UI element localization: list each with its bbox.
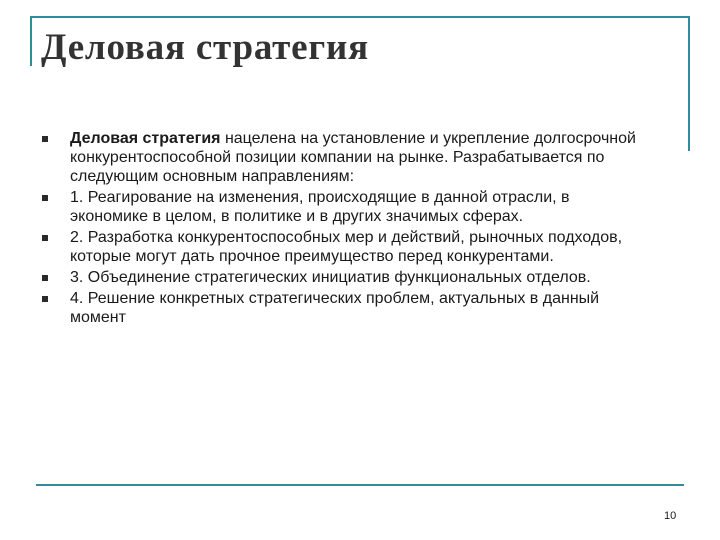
square-bullet-icon — [42, 195, 48, 201]
bullet-item-1 — [42, 129, 642, 186]
bullet-item-1-text: нацелена на установление и укрепление долгосрочной конкурентоспособной позиции компании на рынке. Разрабатывается по следующим основным направлениям: — [70, 130, 636, 185]
square-bullet-icon — [42, 136, 48, 142]
square-bullet-icon — [42, 235, 48, 241]
bullet-item-3 — [42, 228, 642, 266]
bullet-item-5 — [42, 289, 642, 327]
bullet-item-5-text: 4. Решение конкретных стратегических проблем, актуальных в данный момент — [70, 290, 600, 326]
page-number: 10 — [664, 510, 677, 522]
slide-title: Деловая стратегия — [41, 27, 369, 68]
bullet-item-2-text: 1. Реагирование на изменения, происходящие в данной отрасли, в экономике в целом, в политике и в других значимых сферах. — [70, 189, 570, 225]
bullet-item-4-text: 3. Объединение стратегических инициатив функциональных отделов. — [70, 269, 591, 286]
square-bullet-icon — [42, 296, 48, 302]
title-frame-left-line — [30, 16, 32, 66]
title-frame-right-line — [688, 16, 690, 151]
square-bullet-icon — [42, 275, 48, 281]
bullet-list — [42, 129, 642, 329]
bullet-item-2 — [42, 188, 642, 226]
bullet-item-1-bold-text: Деловая стратегия — [70, 130, 221, 147]
title-frame-top-line — [32, 16, 689, 18]
footer-divider — [36, 484, 684, 486]
bullet-item-3-text: 2. Разработка конкурентоспособных мер и действий, рыночных подходов, которые могут дать прочное преимущество перед конкурентами. — [70, 229, 623, 265]
bullet-item-4 — [42, 268, 642, 287]
